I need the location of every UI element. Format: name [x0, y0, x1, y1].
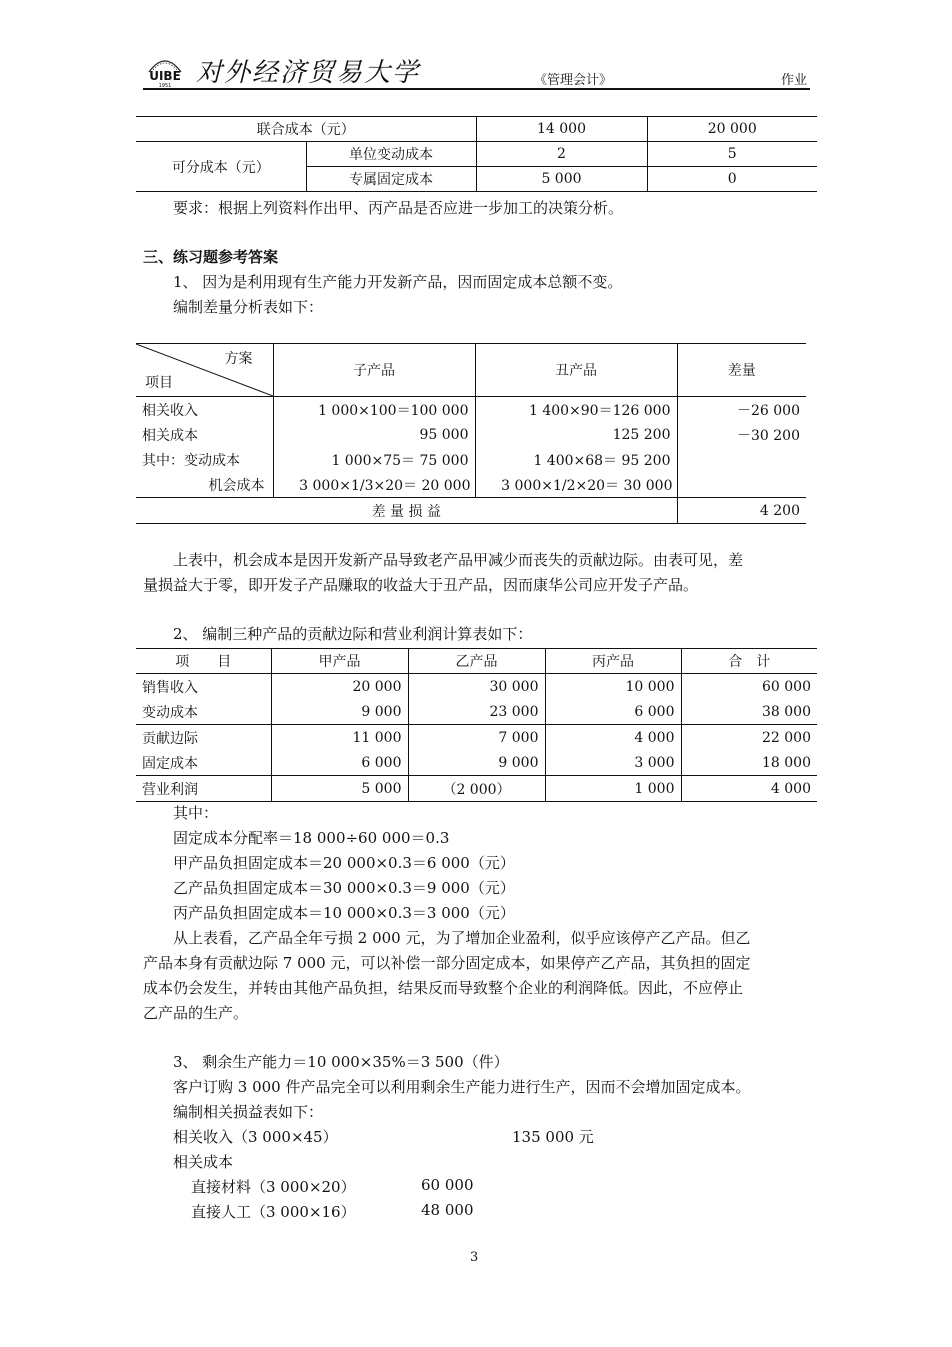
q3-item-label: 直接人工（3 000×16） [191, 1203, 356, 1221]
differential-profit-value: 4 200 [759, 502, 800, 519]
q2-para-line3: 成本仍会发生，并转由其他产品负担，结果反而导致整个企业的利润降低。因此，不应停止 [143, 979, 744, 997]
course-title: 《管理会计》 [534, 73, 613, 88]
table-cell: 2 [476, 142, 647, 167]
table-cell: 18 000 [762, 754, 811, 771]
specific-fixed-cost-label: 专属固定成本 [306, 167, 476, 192]
logo-year: 1951 [158, 83, 172, 88]
row-label: 固定成本 [136, 750, 271, 776]
q3-item-value: 135 000 元 [512, 1128, 594, 1146]
table-cell: 1 000 [545, 776, 681, 802]
section-title: 三、练习题参考答案 [143, 248, 279, 266]
table-cell: 4 000 [770, 780, 811, 797]
table-cell: 95 000 [273, 422, 475, 447]
table-cell: 3 000 [545, 750, 681, 776]
table-cell: 1 000×100＝100 000 [273, 397, 475, 423]
row-label: 机会成本 [136, 472, 273, 498]
q2-para-line1: 从上表看，乙产品全年亏损 2 000 元，为了增加企业盈利，似乎应该停产乙产品。但乙 [173, 929, 751, 947]
document-type: 作业 [781, 73, 808, 88]
table-cell: －26 000 [737, 402, 800, 419]
header-rule [143, 88, 810, 90]
q2-allocation-c: 丙产品负担固定成本＝10 000×0.3＝3 000（元） [173, 904, 515, 922]
table-cell: 23 000 [408, 699, 545, 725]
q2-allocation-a: 甲产品负担固定成本＝20 000×0.3＝6 000（元） [173, 854, 515, 872]
table-cell: 1 400×68＝ 95 200 [475, 447, 677, 472]
q3-item-value: 60 000 [421, 1176, 474, 1194]
row-label: 其中：变动成本 [136, 447, 273, 472]
q3-item-label: 相关成本 [173, 1153, 234, 1171]
table-cell: 14 000 [476, 117, 647, 142]
table-cell [677, 447, 806, 472]
table-cell: 1 400×90＝126 000 [475, 397, 677, 423]
row-label: 相关收入 [136, 397, 273, 423]
table-cell: 5 000 [271, 776, 408, 802]
row-label: 贡献边际 [136, 725, 271, 751]
row-label: 相关成本 [136, 422, 273, 447]
table-cell: －30 200 [737, 427, 800, 444]
row-label: 销售收入 [136, 674, 271, 700]
table-cell: 0 [727, 171, 737, 187]
university-name: 对外经济贸易大学 [196, 58, 421, 88]
column-header: 合 计 [728, 654, 771, 670]
separable-cost-label: 可分成本（元） [136, 142, 306, 192]
q2-allocation-rate: 固定成本分配率＝18 000÷60 000＝0.3 [173, 829, 450, 847]
q2-intro: 2、 编制三种产品的贡献边际和营业利润计算表如下： [173, 625, 533, 643]
column-header: 乙产品 [408, 649, 545, 674]
unit-variable-cost-label: 单位变动成本 [306, 142, 476, 167]
table-cell: 60 000 [762, 678, 811, 695]
table-cell: 6 000 [271, 750, 408, 776]
table-cell: （2 000） [408, 776, 545, 802]
joint-cost-label: 联合成本（元） [136, 117, 476, 142]
column-header: 差量 [727, 363, 756, 379]
q1-para-line1: 上表中，机会成本是因开发新产品导致老产品甲减少而丧失的贡献边际。由表可见，差 [173, 551, 744, 569]
table-cell: 20 000 [271, 674, 408, 700]
column-header: 丑产品 [475, 344, 677, 397]
corner-header [136, 344, 273, 397]
column-header: 项 目 [136, 649, 271, 674]
q2-note-label: 其中： [173, 804, 219, 822]
table-cell [677, 472, 806, 498]
table-cell: 10 000 [545, 674, 681, 700]
table-cell: 7 000 [408, 725, 545, 751]
q1-para-line2: 量损益大于零，即开发子产品赚取的收益大于丑产品，因而康华公司应开发子产品。 [143, 576, 699, 594]
table-cell: 3 000×1/3×20＝ 20 000 [273, 472, 475, 498]
table-cell: 9 000 [408, 750, 545, 776]
table-cell: 5 [727, 146, 737, 162]
column-header: 子产品 [273, 344, 475, 397]
table-cell: 5 000 [476, 167, 647, 192]
q3-item-label: 相关收入（3 000×45） [173, 1128, 338, 1146]
table-cell: 9 000 [271, 699, 408, 725]
university-logo [143, 48, 187, 88]
q3-item-value: 48 000 [421, 1201, 474, 1219]
table-cell: 30 000 [408, 674, 545, 700]
q3-item-label: 直接材料（3 000×20） [191, 1178, 356, 1196]
row-label: 营业利润 [136, 776, 271, 802]
q2-para-line4: 乙产品的生产。 [143, 1004, 249, 1022]
table-cell: 38 000 [762, 703, 811, 720]
q2-allocation-b: 乙产品负担固定成本＝30 000×0.3＝9 000（元） [173, 879, 515, 897]
table-cell: 125 200 [475, 422, 677, 447]
table-cell: 4 000 [545, 725, 681, 751]
cost-table [136, 116, 817, 192]
row-label: 变动成本 [136, 699, 271, 725]
q3-line2: 客户订购 3 000 件产品完全可以利用剩余生产能力进行生产，因而不会增加固定成本。 [173, 1078, 751, 1096]
corner-bottom-label: 项目 [145, 375, 173, 391]
q1-intro: 1、 因为是利用现有生产能力开发新产品，因而固定成本总额不变。 [173, 273, 623, 291]
q2-para-line2: 产品本身有贡献边际 7 000 元，可以补偿一部分固定成本，如果停产乙产品，其负担的固定 [143, 954, 751, 972]
table-cell: 11 000 [271, 725, 408, 751]
page-number: 3 [470, 1250, 479, 1265]
table-cell: 20 000 [707, 121, 757, 137]
corner-top-label: 方案 [224, 351, 253, 367]
column-header: 丙产品 [545, 649, 681, 674]
table-cell: 6 000 [545, 699, 681, 725]
q1-table-intro: 编制差量分析表如下： [173, 298, 324, 316]
table-cell: 3 000×1/2×20＝ 30 000 [475, 472, 677, 498]
differential-profit-label: 差 量 损 益 [136, 498, 677, 524]
logo-text: UIBE [149, 69, 181, 83]
table-cell: 1 000×75＝ 75 000 [273, 447, 475, 472]
q3-line3: 编制相关损益表如下： [173, 1103, 324, 1121]
requirement-text: 要求：根据上列资料作出甲、丙产品是否应进一步加工的决策分析。 [173, 199, 624, 217]
q3-intro: 3、 剩余生产能力＝10 000×35%＝3 500（件） [173, 1053, 509, 1071]
differential-analysis-table [136, 343, 806, 524]
table-cell: 22 000 [762, 729, 811, 746]
column-header: 甲产品 [271, 649, 408, 674]
contribution-margin-table [136, 648, 817, 802]
